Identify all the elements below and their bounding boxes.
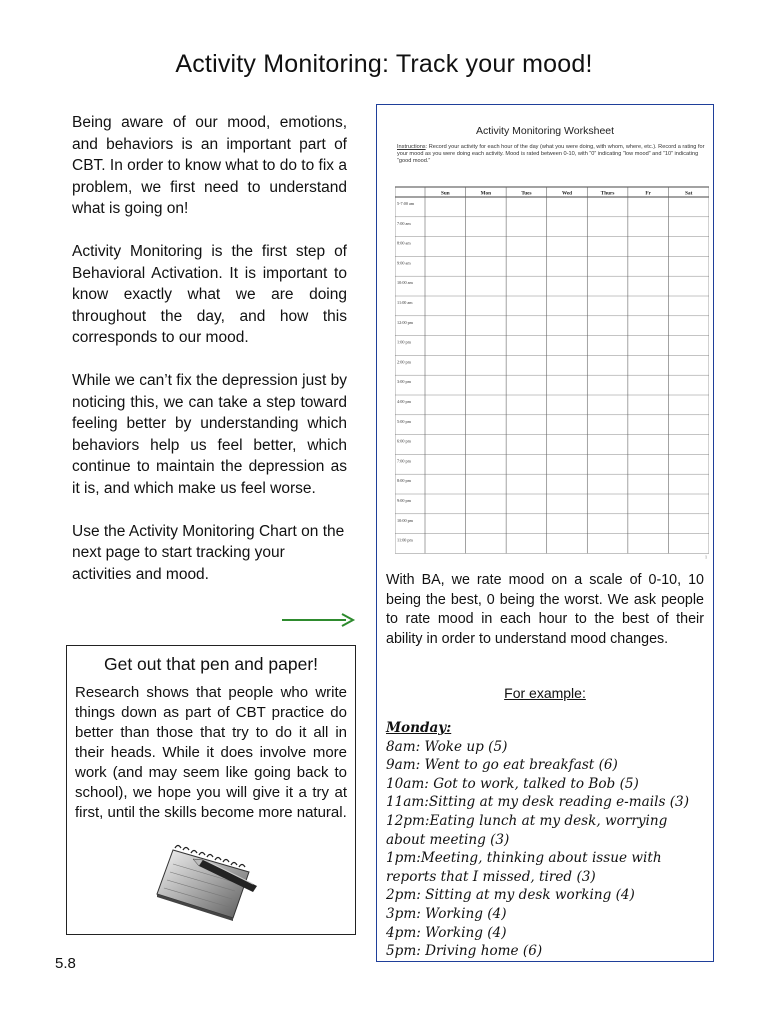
worksheet-instructions [397,144,709,165]
example-line: 8am: Woke up (5) [386,738,508,755]
example-line: 10am: Got to work, talked to Bob (5) [386,775,639,792]
worksheet-time-label: 6:00 pm [397,438,411,444]
worksheet-time-label: 1:00 pm [397,339,411,345]
example-line: 11am:Sitting at my desk reading e-mails (3) [386,794,689,811]
worksheet-time-label: 11:00 pm [397,537,413,543]
arrow-right-icon [280,612,356,628]
worksheet-time-label: 7:00 pm [397,458,411,464]
worksheet-day-header: Sat [685,190,693,197]
intro-paragraph-1: Being aware of our mood, emotions, and behaviors is an important part of CBT. In order to know what to do to fix a problem, we first need to understand what is going on! [72,114,347,218]
worksheet-time-label: 2:00 pm [397,359,411,365]
example-day: Monday: [386,720,452,736]
worksheet-time-label: 5-7:00 am [397,201,415,206]
intro-paragraph-2: Activity Monitoring is the first step of Behavioral Activation. It is important to know exactly what we are doing throughout the day, and how this corresponds to our mood. [72,242,347,347]
worksheet-instructions-label: Instructions [397,144,426,150]
worksheet-time-label: 4:00 pm [397,399,411,404]
worksheet-day-header: Wed [561,190,573,197]
worksheet-day-header: Sun [440,190,450,197]
notepad-pen-icon [153,842,261,922]
worksheet-time-label: 8:00 am [397,240,411,246]
example-line: 9am: Went to go eat breakfast (6) [386,757,618,774]
worksheet-day-header: Tues [521,190,532,197]
pen-paper-box [66,645,356,935]
example-line: 3pm: Working (4) [386,905,507,922]
pen-paper-text: Research shows that people who write things down as part of CBT practice do better than those that try to do it all in their heads. While it does involve more work (and may seem like going back to school), we hope you will give it a try at first, until the skills become more natural. [75,684,347,821]
example-handwriting [386,719,708,961]
example-line: 1pm:Meeting, thinking about issue with [386,850,662,867]
intro-paragraph-3: While we can’t fix the depression just by noticing this, we can take a step toward feeling better by understanding which behaviors help us feel better, which continue to maintain the depression as it is, and which make us feel worse. [72,371,347,497]
example-label: For example: [504,685,586,701]
page-number: 5.8 [55,955,76,972]
ba-rating-text: With BA, we rate mood on a scale of 0-10, 10 being the best, 0 being the worst. We ask people to rate mood in each hour to the best of their ability in order to understand mood changes. [386,572,704,647]
intro-column [72,112,347,585]
example-line: 2pm: Sitting at my desk working (4) [386,887,635,904]
worksheet-time-label: 8:00 pm [397,478,411,484]
example-line: reports that I missed, tired (3) [386,868,596,885]
example-line: 4pm: Working (4) [386,924,507,941]
worksheet-title: Activity Monitoring Worksheet [475,125,615,137]
example-line: 5pm: Driving home (6) [386,943,543,960]
worksheet-day-header: Mon [480,190,492,197]
worksheet-day-header: Fr [645,190,651,197]
example-line: about meeting (3) [386,831,510,848]
worksheet-grid [395,179,709,561]
worksheet-time-label: 9:00 pm [397,498,411,503]
worksheet-instructions-text: : Record your activity for each hour of the day (what you were doing, with whom, where, etc.). Record a rating for your mood as you were doing each activity. Mood is rated between 0-10, with “0” indicating “low mood” and “10” indicating “good mood.” [397,144,705,164]
intro-paragraph-4: Use the Activity Monitoring Chart on the next page to start tracking your activities and mood. [72,522,345,583]
example-line: 12pm:Eating lunch at my desk, worrying [386,812,668,829]
worksheet-time-label: 12:00 pm [397,319,413,325]
example-panel [376,104,714,962]
activity-worksheet-image [379,107,711,567]
worksheet-time-label: 11:00 am [397,300,413,305]
worksheet-time-label: 10:00 am [397,280,413,286]
worksheet-corner-mark: 1 [705,554,707,560]
worksheet-time-label: 3:00 pm [397,379,411,385]
pen-paper-title: Get out that pen and paper! [103,654,319,674]
worksheet-time-label: 5:00 pm [397,418,411,424]
worksheet-day-header: Thurs [600,190,615,197]
worksheet-time-label: 7:00 am [397,220,411,226]
worksheet-time-label: 10:00 pm [397,517,413,523]
worksheet-time-label: 9:00 am [397,260,411,266]
page-title: Activity Monitoring: Track your mood! [175,50,593,78]
